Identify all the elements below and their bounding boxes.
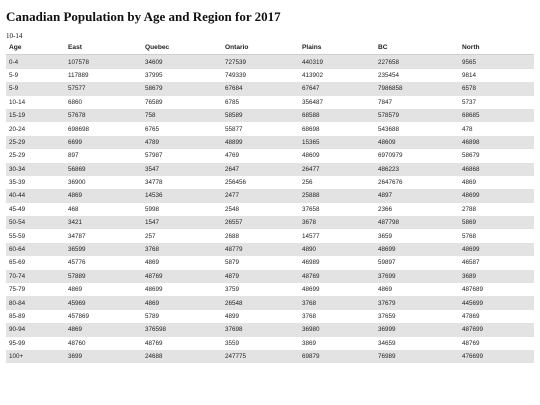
table-row — [6, 323, 534, 336]
table-cell-quebec: 57987 — [142, 149, 222, 162]
table-cell-north: 487689 — [459, 283, 534, 296]
table-cell-north: 5869 — [459, 216, 534, 229]
table-cell-east: 3699 — [65, 350, 142, 363]
table-cell-north: 3689 — [459, 270, 534, 283]
table-row — [6, 122, 534, 135]
table-cell-ontario: 2548 — [222, 203, 299, 216]
column-header-quebec: Quebec — [142, 41, 222, 55]
table-cell-bc: 578579 — [375, 109, 459, 122]
table-cell-plains: 69879 — [299, 350, 375, 363]
table-cell-north: 476699 — [459, 350, 534, 363]
table-cell-north: 9565 — [459, 55, 534, 69]
table-cell-east: 4869 — [65, 189, 142, 202]
table-cell-ontario: 247775 — [222, 350, 299, 363]
table-cell-plains: 3869 — [299, 337, 375, 350]
table-header — [6, 41, 534, 55]
table-cell-age: 50-54 — [6, 216, 65, 229]
table-cell-north: 4869 — [459, 176, 534, 189]
table-cell-quebec: 5998 — [142, 203, 222, 216]
table-cell-ontario: 256456 — [222, 176, 299, 189]
table-cell-east: 45776 — [65, 256, 142, 269]
table-cell-plains: 36980 — [299, 323, 375, 336]
table-cell-age: 10-14 — [6, 96, 65, 109]
table-cell-bc: 76989 — [375, 350, 459, 363]
table-cell-north: 48769 — [459, 337, 534, 350]
table-cell-north: 46898 — [459, 136, 534, 149]
table-cell-quebec: 3768 — [142, 243, 222, 256]
table-cell-age: 25-29 — [6, 136, 65, 149]
table-cell-ontario: 26557 — [222, 216, 299, 229]
table-cell-plains: 3678 — [299, 216, 375, 229]
table-cell-plains: 25888 — [299, 189, 375, 202]
table-row — [6, 243, 534, 256]
table-cell-ontario: 2688 — [222, 229, 299, 242]
table-cell-ontario: 67684 — [222, 82, 299, 95]
table-cell-bc: 4897 — [375, 189, 459, 202]
table-cell-quebec: 76589 — [142, 96, 222, 109]
table-cell-quebec: 376598 — [142, 323, 222, 336]
table-cell-quebec: 5789 — [142, 310, 222, 323]
table-cell-north: 5737 — [459, 96, 534, 109]
table-cell-east: 3421 — [65, 216, 142, 229]
column-header-ontario: Ontario — [222, 41, 299, 55]
table-cell-age: 20-24 — [6, 122, 65, 135]
table-cell-plains: 48609 — [299, 149, 375, 162]
table-cell-age: 5-9 — [6, 69, 65, 82]
table-cell-ontario: 4769 — [222, 149, 299, 162]
table-cell-quebec: 37995 — [142, 69, 222, 82]
table-cell-east: 897 — [65, 149, 142, 162]
table-cell-east: 117889 — [65, 69, 142, 82]
table-cell-age: 60-64 — [6, 243, 65, 256]
table-cell-age: 65-69 — [6, 256, 65, 269]
column-header-north: North — [459, 41, 534, 55]
table-body — [6, 55, 534, 363]
table-cell-north: 478 — [459, 122, 534, 135]
table-cell-quebec: 34778 — [142, 176, 222, 189]
table-cell-east: 56869 — [65, 163, 142, 176]
table-cell-plains: 68698 — [299, 122, 375, 135]
table-cell-age: 70-74 — [6, 270, 65, 283]
table-cell-ontario: 749339 — [222, 69, 299, 82]
table-cell-bc: 48609 — [375, 136, 459, 149]
table-cell-bc: 7986858 — [375, 82, 459, 95]
table-cell-age: 90-94 — [6, 323, 65, 336]
table-cell-age: 45-49 — [6, 203, 65, 216]
header-row — [6, 41, 534, 55]
table-cell-ontario: 3759 — [222, 283, 299, 296]
table-cell-age: 0-4 — [6, 55, 65, 69]
population-table — [6, 41, 534, 363]
table-cell-bc: 37659 — [375, 310, 459, 323]
table-cell-quebec: 48769 — [142, 270, 222, 283]
table-cell-plains: 3768 — [299, 296, 375, 309]
table-row — [6, 109, 534, 122]
table-cell-ontario: 48779 — [222, 243, 299, 256]
table-row — [6, 337, 534, 350]
table-cell-quebec: 257 — [142, 229, 222, 242]
table-cell-north: 46868 — [459, 163, 534, 176]
table-cell-bc: 227658 — [375, 55, 459, 69]
table-cell-quebec: 1547 — [142, 216, 222, 229]
table-row — [6, 350, 534, 363]
table-cell-ontario: 2477 — [222, 189, 299, 202]
table-cell-ontario: 26548 — [222, 296, 299, 309]
table-cell-bc: 37679 — [375, 296, 459, 309]
table-cell-east: 48760 — [65, 337, 142, 350]
column-header-age: Age — [6, 41, 65, 55]
table-cell-east: 457869 — [65, 310, 142, 323]
table-cell-quebec: 4869 — [142, 296, 222, 309]
table-cell-plains: 14577 — [299, 229, 375, 242]
table-cell-plains: 413902 — [299, 69, 375, 82]
table-cell-north: 47869 — [459, 310, 534, 323]
table-caption: 10-14 — [6, 32, 23, 40]
table-cell-bc: 34659 — [375, 337, 459, 350]
table-cell-bc: 48699 — [375, 243, 459, 256]
table-cell-east: 4869 — [65, 283, 142, 296]
table-row — [6, 189, 534, 202]
table-cell-plains: 68588 — [299, 109, 375, 122]
table-cell-east: 698698 — [65, 122, 142, 135]
table-cell-plains: 37658 — [299, 203, 375, 216]
table-cell-age: 100+ — [6, 350, 65, 363]
table-row — [6, 69, 534, 82]
table-cell-ontario: 37698 — [222, 323, 299, 336]
table-cell-north: 445699 — [459, 296, 534, 309]
table-cell-quebec: 6765 — [142, 122, 222, 135]
table-cell-age: 80-84 — [6, 296, 65, 309]
table-cell-ontario: 6785 — [222, 96, 299, 109]
table-cell-age: 40-44 — [6, 189, 65, 202]
table-cell-bc: 3659 — [375, 229, 459, 242]
table-cell-plains: 440319 — [299, 55, 375, 69]
table-row — [6, 216, 534, 229]
table-cell-plains: 67647 — [299, 82, 375, 95]
table-row — [6, 136, 534, 149]
table-cell-ontario: 3559 — [222, 337, 299, 350]
table-cell-plains: 46989 — [299, 256, 375, 269]
table-cell-bc: 36999 — [375, 323, 459, 336]
table-row — [6, 82, 534, 95]
table-cell-ontario: 727539 — [222, 55, 299, 69]
table-cell-age: 85-89 — [6, 310, 65, 323]
table-cell-east: 34787 — [65, 229, 142, 242]
table-cell-age: 30-34 — [6, 163, 65, 176]
table-cell-north: 6578 — [459, 82, 534, 95]
table-row — [6, 203, 534, 216]
table-cell-east: 107578 — [65, 55, 142, 69]
table-row — [6, 256, 534, 269]
table-row — [6, 55, 534, 69]
table-cell-quebec: 24688 — [142, 350, 222, 363]
table-cell-ontario: 4899 — [222, 310, 299, 323]
table-row — [6, 176, 534, 189]
table-cell-quebec: 4789 — [142, 136, 222, 149]
column-header-east: East — [65, 41, 142, 55]
table-cell-age: 55-59 — [6, 229, 65, 242]
table-cell-north: 487699 — [459, 323, 534, 336]
table-cell-east: 468 — [65, 203, 142, 216]
table-cell-age: 35-39 — [6, 176, 65, 189]
table-cell-quebec: 3547 — [142, 163, 222, 176]
table-cell-east: 57678 — [65, 109, 142, 122]
page-title: Canadian Population by Age and Region for 2017 — [6, 9, 281, 24]
table-row — [6, 270, 534, 283]
table-cell-north: 48699 — [459, 243, 534, 256]
table-cell-north: 9814 — [459, 69, 534, 82]
table-cell-bc: 2647676 — [375, 176, 459, 189]
column-header-bc: BC — [375, 41, 459, 55]
table-cell-east: 6699 — [65, 136, 142, 149]
table-row — [6, 229, 534, 242]
table-cell-quebec: 58679 — [142, 82, 222, 95]
table-cell-plains: 3768 — [299, 310, 375, 323]
table-cell-age: 75-79 — [6, 283, 65, 296]
table-row — [6, 149, 534, 162]
table-cell-north: 46587 — [459, 256, 534, 269]
table-cell-age: 5-9 — [6, 82, 65, 95]
table-cell-east: 4869 — [65, 323, 142, 336]
table-cell-ontario: 55877 — [222, 122, 299, 135]
table-cell-quebec: 4869 — [142, 256, 222, 269]
table-cell-bc: 6970979 — [375, 149, 459, 162]
table-cell-plains: 4890 — [299, 243, 375, 256]
table-cell-plains: 48699 — [299, 283, 375, 296]
table-cell-ontario: 58589 — [222, 109, 299, 122]
table-cell-bc: 37699 — [375, 270, 459, 283]
column-header-plains: Plains — [299, 41, 375, 55]
table-cell-east: 6860 — [65, 96, 142, 109]
table-cell-north: 2788 — [459, 203, 534, 216]
table-cell-bc: 7847 — [375, 96, 459, 109]
table-cell-north: 5768 — [459, 229, 534, 242]
table-cell-bc: 235454 — [375, 69, 459, 82]
table-cell-age: 95-99 — [6, 337, 65, 350]
table-cell-bc: 4869 — [375, 283, 459, 296]
table-row — [6, 296, 534, 309]
table-cell-east: 57577 — [65, 82, 142, 95]
table-cell-quebec: 48699 — [142, 283, 222, 296]
table-cell-ontario: 5879 — [222, 256, 299, 269]
table-cell-quebec: 48769 — [142, 337, 222, 350]
table-row — [6, 283, 534, 296]
table-row — [6, 163, 534, 176]
table-cell-north: 48699 — [459, 189, 534, 202]
table-cell-plains: 256 — [299, 176, 375, 189]
table-row — [6, 96, 534, 109]
table-cell-plains: 356487 — [299, 96, 375, 109]
table-cell-bc: 2366 — [375, 203, 459, 216]
table-cell-east: 57889 — [65, 270, 142, 283]
table-cell-quebec: 758 — [142, 109, 222, 122]
table-cell-quebec: 14536 — [142, 189, 222, 202]
table-row — [6, 310, 534, 323]
table-cell-ontario: 2647 — [222, 163, 299, 176]
table-cell-bc: 486223 — [375, 163, 459, 176]
table-cell-plains: 26477 — [299, 163, 375, 176]
table-cell-age: 15-19 — [6, 109, 65, 122]
table-cell-quebec: 34609 — [142, 55, 222, 69]
table-cell-plains: 15365 — [299, 136, 375, 149]
table-cell-plains: 48769 — [299, 270, 375, 283]
table-cell-east: 45969 — [65, 296, 142, 309]
table-cell-east: 36599 — [65, 243, 142, 256]
table-cell-bc: 543688 — [375, 122, 459, 135]
table-cell-age: 25-29 — [6, 149, 65, 162]
table-cell-ontario: 48899 — [222, 136, 299, 149]
table-cell-east: 36900 — [65, 176, 142, 189]
table-cell-north: 58679 — [459, 149, 534, 162]
table-cell-bc: 59897 — [375, 256, 459, 269]
table-cell-ontario: 4879 — [222, 270, 299, 283]
table-cell-north: 68685 — [459, 109, 534, 122]
table-cell-bc: 487798 — [375, 216, 459, 229]
